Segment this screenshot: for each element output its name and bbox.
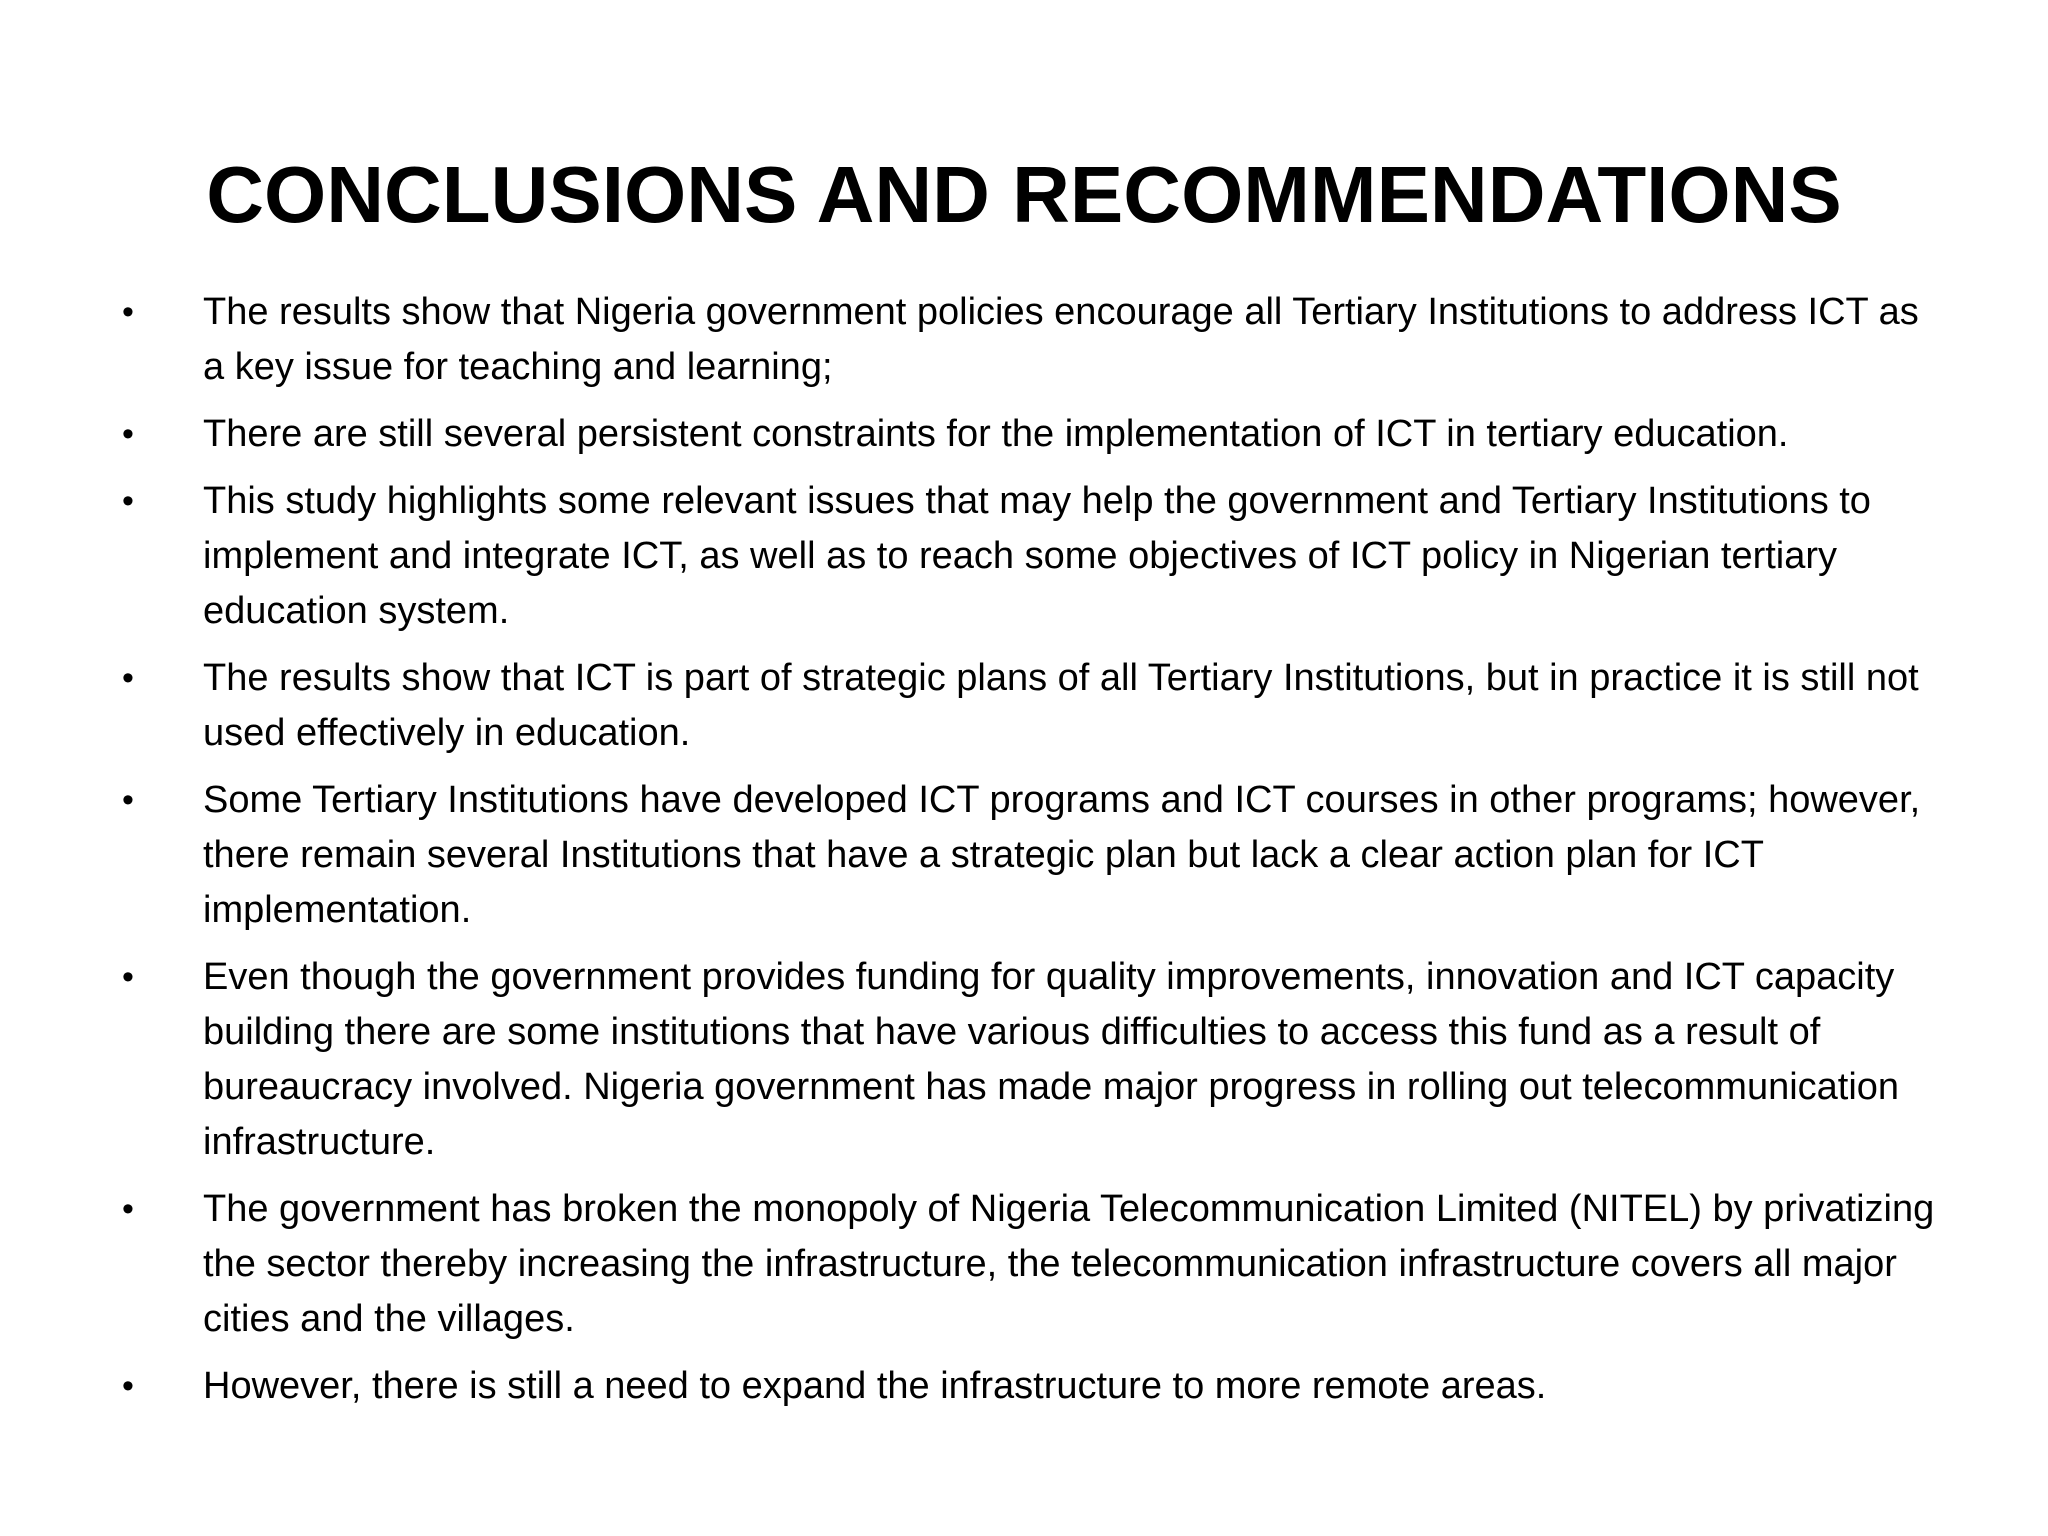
bullet-text: Some Tertiary Institutions have developed ICT programs and ICT courses in other programs; however, there remain several Institutions that have a strategic plan but lack a clear action plan for ICT implementation. [203,779,1921,931]
bullet-icon: • [122,659,134,697]
bullet-icon: • [122,293,134,331]
bullet-icon: • [122,482,134,520]
list-item [120,773,1950,938]
list-item [120,651,1950,761]
bullet-icon: • [122,781,134,819]
bullet-text: However, there is still a need to expand the infrastructure to more remote areas. [203,1365,1547,1407]
list-item [120,407,1950,462]
list-item [120,950,1950,1170]
bullet-text: The results show that ICT is part of strategic plans of all Tertiary Institutions, but in practice it is still not used effectively in education. [203,657,1919,754]
bullet-icon: • [122,1190,134,1228]
bullet-text: There are still several persistent constraints for the implementation of ICT in tertiary education. [203,413,1789,455]
bullet-text: Even though the government provides funding for quality improvements, innovation and ICT capacity building there are some institutions that have various difficulties to access this fund as a result of bureaucracy involved. Nigeria government has made major progress in rolling out telecommunication infrastructure. [203,956,1900,1163]
bullet-text: The results show that Nigeria government policies encourage all Tertiary Institutions to address ICT as a key issue for teaching and learning; [203,291,1919,388]
list-item [120,1182,1950,1347]
bullet-list [120,285,1950,1426]
bullet-text: The government has broken the monopoly of Nigeria Telecommunication Limited (NITEL) by privatizing the sector thereby increasing the infrastructure, the telecommunication infrastructure covers all major cities and the villages. [203,1188,1935,1340]
bullet-icon: • [122,415,134,453]
list-item [120,285,1950,395]
bullet-text: This study highlights some relevant issues that may help the government and Tertiary Institutions to implement and integrate ICT, as well as to reach some objectives of ICT policy in Nigerian tertiary education system. [203,480,1871,632]
list-item [120,1359,1950,1414]
bullet-icon: • [122,1367,134,1405]
slide-title: CONCLUSIONS AND RECOMMENDATIONS [206,150,1842,239]
bullet-icon: • [122,958,134,996]
list-item [120,474,1950,639]
